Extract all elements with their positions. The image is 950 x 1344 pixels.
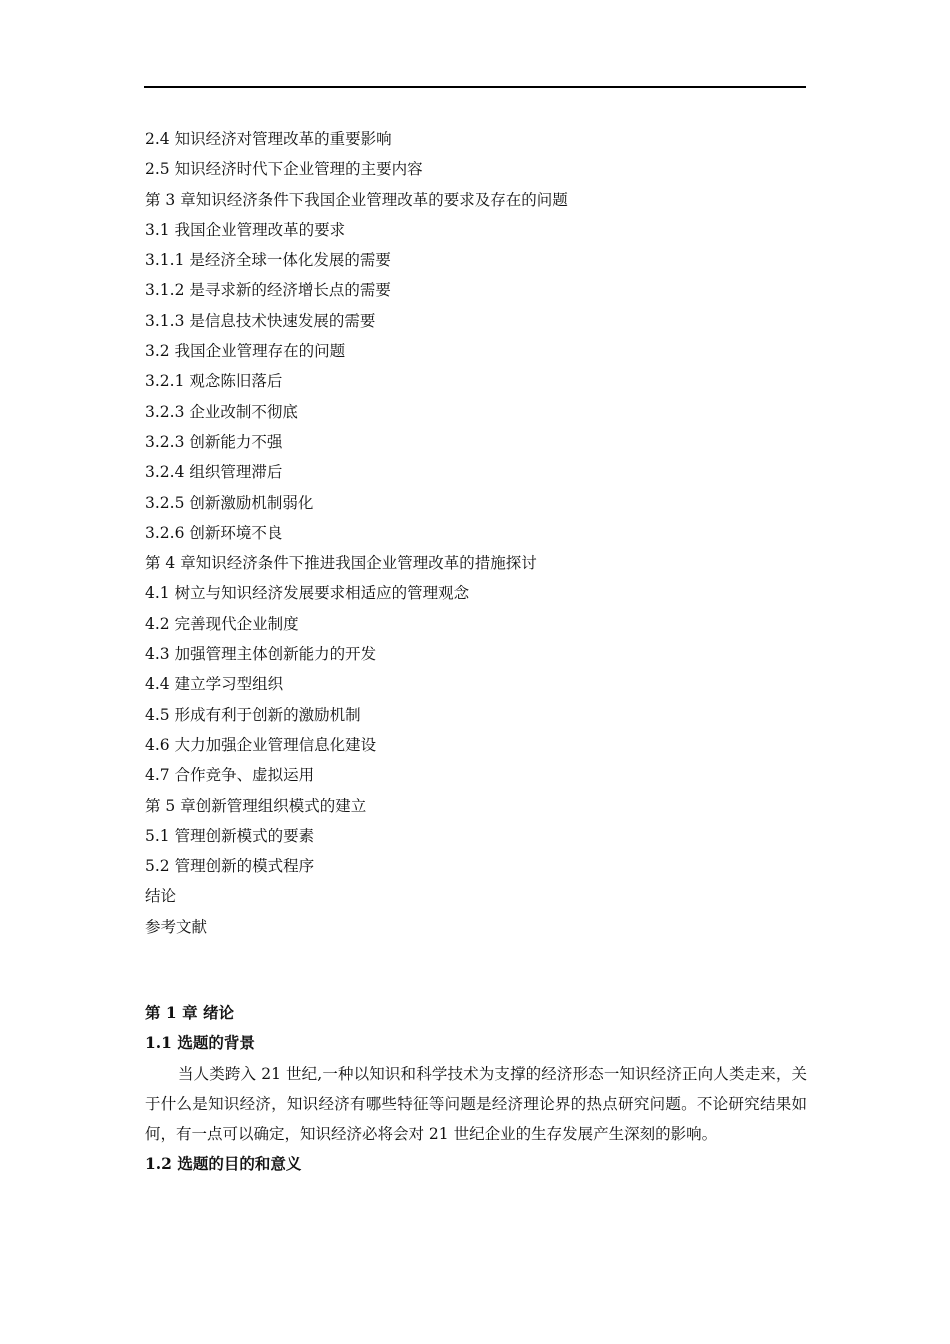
- chapter-body: [145, 998, 807, 1180]
- toc-entry: 4.6 大力加强企业管理信息化建设: [145, 735, 377, 754]
- toc-entry: 4.1 树立与知识经济发展要求相适应的管理观念: [145, 584, 470, 603]
- toc-entry: 第 5 章创新管理组织模式的建立: [145, 796, 367, 815]
- toc-entry: 3.2.3 企业改制不彻底: [145, 402, 298, 421]
- toc-entry: 3.1.3 是信息技术快速发展的需要: [145, 311, 376, 330]
- toc-entry: 3.1.1 是经济全球一体化发展的需要: [145, 251, 391, 270]
- toc-entry: 4.5 形成有利于创新的激励机制: [145, 705, 361, 724]
- toc-entry: 3.2.3 创新能力不强: [145, 432, 283, 451]
- toc-entry: 2.4 知识经济对管理改革的重要影响: [145, 130, 392, 148]
- toc-entry: 2.5 知识经济时代下企业管理的主要内容: [145, 160, 423, 179]
- toc-entry: 3.1.2 是寻求新的经济增长点的需要: [145, 281, 391, 300]
- section-paragraph: 当人类跨入 21 世纪,一种以知识和科学技术为支撑的经济形态一知识经济正向人类走来，关于什么是知识经济，知识经济有哪些特征等问题是经济理论界的热点研究问题。不论研究结果如何，有一点可以确定，知识经济必将会对 21 世纪企业的生存发展产生深刻的影响。: [145, 1064, 807, 1144]
- toc-entry: 5.1 管理创新模式的要素: [145, 826, 315, 845]
- toc-entry: 结论: [145, 887, 177, 906]
- chapter-heading: 第 1 章 绪论: [145, 1003, 234, 1022]
- toc-entry: 3.2.4 组织管理滞后: [145, 463, 283, 482]
- toc-entry: 第 4 章知识经济条件下推进我国企业管理改革的措施探讨: [145, 554, 537, 573]
- toc-entry: 4.4 建立学习型组织: [145, 675, 284, 694]
- toc-entry: 4.2 完善现代企业制度: [145, 614, 299, 633]
- section-heading: 1.1 选题的背景: [145, 1033, 255, 1053]
- section-heading: 1.2 选题的目的和意义: [145, 1154, 302, 1174]
- toc-entry: 3.2.6 创新环境不良: [145, 523, 283, 542]
- toc-entry: 3.2 我国企业管理存在的问题: [145, 342, 346, 361]
- table-of-contents: [145, 124, 805, 942]
- toc-entry: 3.2.5 创新激励机制弱化: [145, 493, 314, 512]
- toc-entry: 4.3 加强管理主体创新能力的开发: [145, 645, 377, 664]
- toc-entry: 4.7 合作竞争、虚拟运用: [145, 766, 315, 785]
- toc-entry: 参考文献: [145, 917, 208, 936]
- toc-entry: 3.2.1 观念陈旧落后: [145, 372, 283, 391]
- toc-entry: 5.2 管理创新的模式程序: [145, 857, 315, 876]
- toc-entry: 3.1 我国企业管理改革的要求: [145, 220, 346, 239]
- toc-entry: 第 3 章知识经济条件下我国企业管理改革的要求及存在的问题: [145, 190, 568, 209]
- header-rule: [144, 86, 806, 88]
